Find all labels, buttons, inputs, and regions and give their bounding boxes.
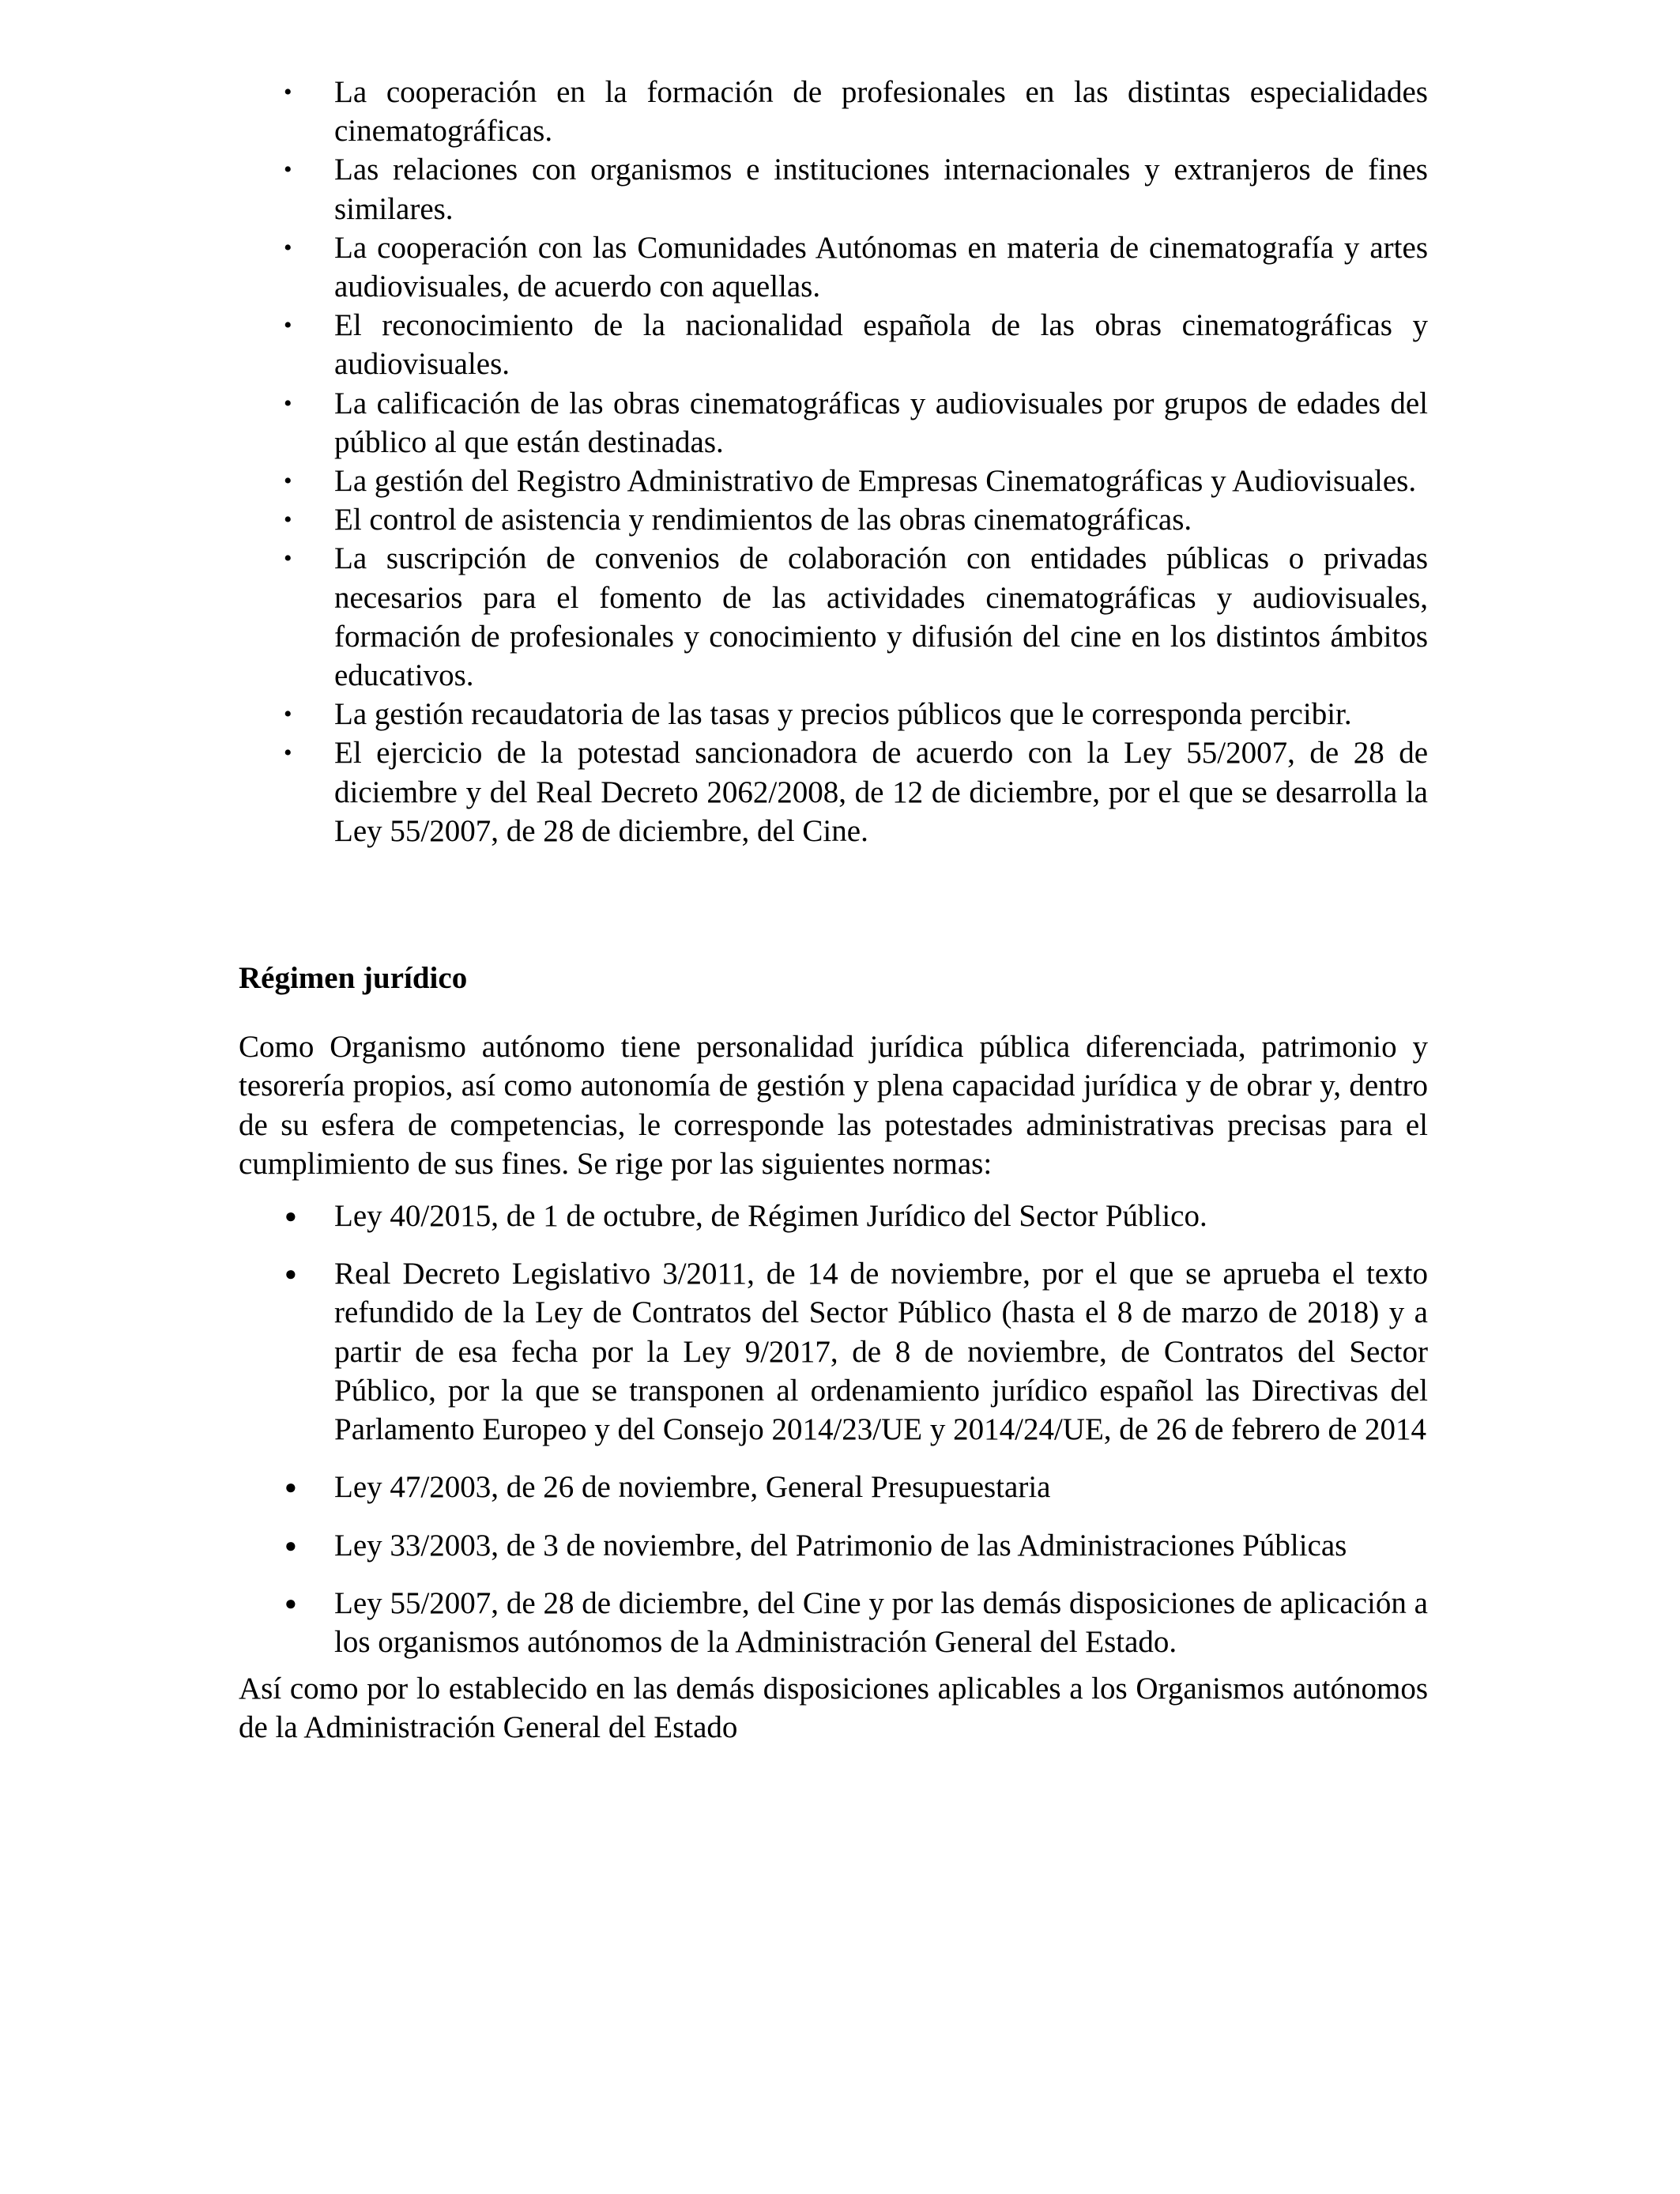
functions-list bbox=[239, 73, 1428, 850]
norms-list bbox=[239, 1197, 1428, 1661]
norm-item: ● Ley 33/2003, de 3 de noviembre, del Patrimonio de las Administraciones Públicas bbox=[239, 1526, 1428, 1565]
list-item: • La cooperación con las Comunidades Autónomas en materia de cinematografía y artes audiovisuales, de acuerdo con aquellas. bbox=[239, 228, 1428, 306]
list-item: • La cooperación en la formación de profesionales en las distintas especialidades cinematográficas. bbox=[239, 73, 1428, 150]
norm-item: ● Ley 40/2015, de 1 de octubre, de Régimen Jurídico del Sector Público. bbox=[239, 1197, 1428, 1235]
list-item: • El control de asistencia y rendimientos de las obras cinematográficas. bbox=[239, 500, 1428, 539]
section-heading: Régimen jurídico bbox=[239, 961, 468, 996]
list-item: • El ejercicio de la potestad sancionadora de acuerdo con la Ley 55/2007, de 28 de diciembre y del Real Decreto 2062/2008, de 12 de diciembre, por el que se desarrolla la Ley 55/2007, de 28 de diciembre, del Cine. bbox=[239, 733, 1428, 850]
list-item: • La gestión del Registro Administrativo de Empresas Cinematográficas y Audiovisuales. bbox=[239, 462, 1428, 500]
list-item: • Las relaciones con organismos e instituciones internacionales y extranjeros de fines similares. bbox=[239, 150, 1428, 228]
norm-item: ● Ley 55/2007, de 28 de diciembre, del Cine y por las demás disposiciones de aplicación a los organismos autónomos de la Administración General del Estado. bbox=[239, 1584, 1428, 1661]
norm-item: ● Ley 47/2003, de 26 de noviembre, General Presupuestaria bbox=[239, 1468, 1428, 1506]
list-item: • La suscripción de convenios de colaboración con entidades públicas o privadas necesarios para el fomento de las actividades cinematográficas y audiovisuales, formación de profesionales y conocimiento y difusión del cine en los distintos ámbitos educativos. bbox=[239, 539, 1428, 695]
list-item: • El reconocimiento de la nacionalidad española de las obras cinematográficas y audiovisuales. bbox=[239, 306, 1428, 383]
list-item: • La calificación de las obras cinematográficas y audiovisuales por grupos de edades del público al que están destinadas. bbox=[239, 384, 1428, 462]
document-body bbox=[239, 73, 1428, 1747]
closing-paragraph: Así como por lo establecido en las demás disposiciones aplicables a los Organismos autónomos de la Administración General del Estado bbox=[239, 1672, 1428, 1745]
intro-paragraph: Como Organismo autónomo tiene personalidad jurídica pública diferenciada, patrimonio y tesorería propios, así como autonomía de gestión y plena capacidad jurídica y de obrar y, dentro de su esfera de competencias, le corresponde las potestades administrativas precisas para el cumplimiento de sus fines. Se rige por las siguientes normas: bbox=[239, 1030, 1428, 1181]
list-item: • La gestión recaudatoria de las tasas y precios públicos que le corresponda percibir. bbox=[239, 695, 1428, 733]
norm-item: ● Real Decreto Legislativo 3/2011, de 14 de noviembre, por el que se aprueba el texto refundido de la Ley de Contratos del Sector Público (hasta el 8 de marzo de 2018) y a partir de esa fecha por la Ley 9/2017, de 8 de noviembre, de Contratos del Sector Público, por la que se transponen al ordenamiento jurídico español las Directivas del Parlamento Europeo y del Consejo 2014/23/UE y 2014/24/UE, de 26 de febrero de 2014 bbox=[239, 1254, 1428, 1449]
